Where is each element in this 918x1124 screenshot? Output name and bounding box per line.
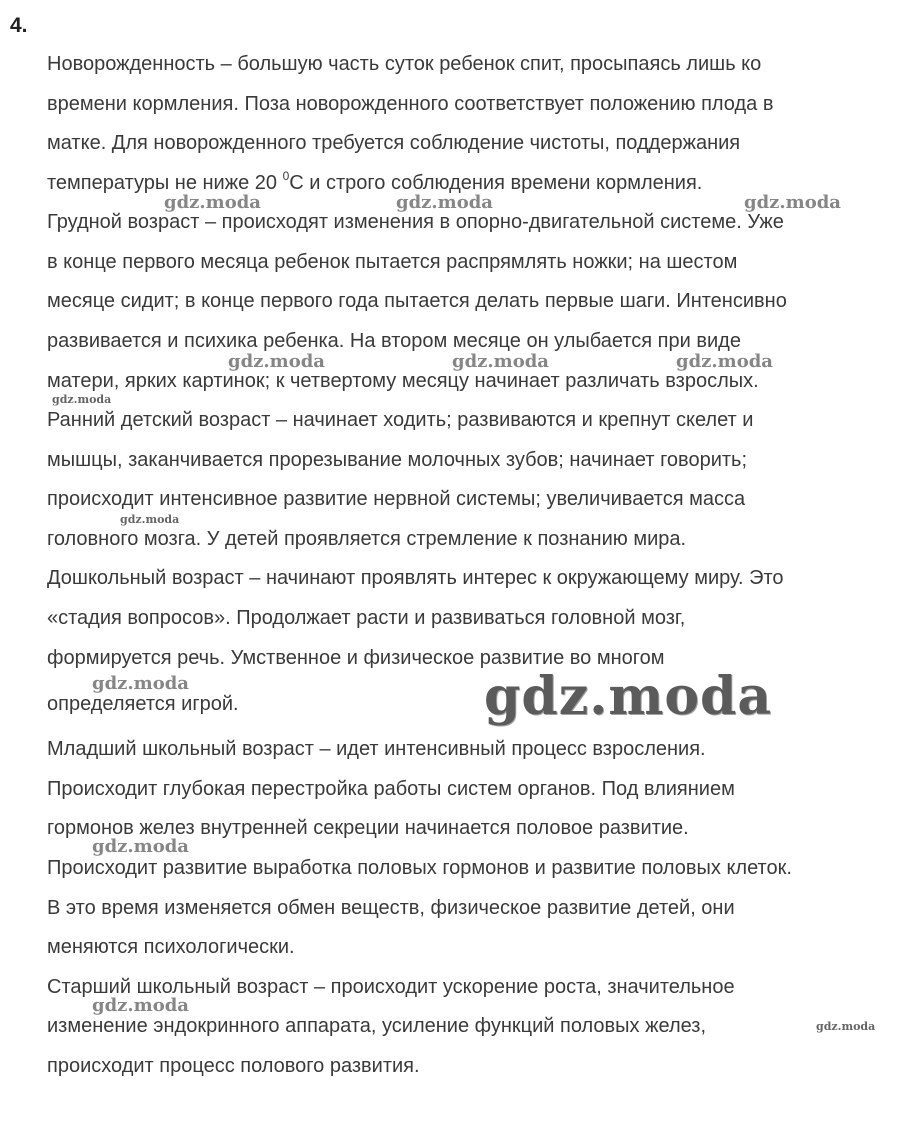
watermark: gdz.moda — [396, 192, 493, 213]
text-line: развивается и психика ребенка. На втором месяце он улыбается при виде — [47, 330, 741, 352]
text-line: происходит процесс полового развития. — [47, 1055, 420, 1077]
text-line: меняются психологически. — [47, 936, 295, 958]
text-line: Происходит глубокая перестройка работы систем органов. Под влиянием — [47, 778, 735, 800]
degree-superscript: 0 — [282, 169, 290, 183]
watermark: gdz.moda — [120, 513, 180, 526]
watermark: gdz.moda — [816, 1020, 876, 1033]
text-line: времени кормления. Поза новорожденного соответствует положению плода в — [47, 93, 774, 115]
text-line: мышцы, заканчивается прорезывание молочных зубов; начинает говорить; — [47, 449, 747, 471]
text-line: Дошкольный возраст – начинают проявлять интерес к окружающему миру. Это — [47, 567, 784, 589]
watermark: gdz.moda — [92, 673, 189, 694]
text-line: гормонов желез внутренней секреции начинается половое развитие. — [47, 817, 689, 839]
watermark: gdz.moda — [676, 351, 773, 372]
watermark: gdz.moda — [744, 192, 841, 213]
text-line: «стадия вопросов». Продолжает расти и развиваться головной мозг, — [47, 607, 686, 629]
text-line: Младший школьный возраст – идет интенсивный процесс взросления. — [47, 738, 706, 760]
text-line — [47, 171, 702, 195]
text-line: Новорожденность – большую часть суток ребенок спит, просыпаясь лишь ко — [47, 53, 762, 75]
watermark: gdz.moda — [228, 351, 325, 372]
text-line: головного мозга. У детей проявляется стремление к познанию мира. — [47, 528, 687, 550]
text-fragment: С и строго соблюдения времени кормления. — [289, 172, 703, 194]
watermark-large: gdz.moda — [484, 666, 773, 727]
text-line: Происходит развитие выработка половых гормонов и развитие половых клеток. — [47, 857, 792, 879]
watermark: gdz.moda — [92, 836, 189, 857]
watermark: gdz.moda — [164, 192, 261, 213]
watermark: gdz.moda — [52, 393, 112, 406]
text-fragment: температуры не ниже 20 — [47, 172, 283, 194]
watermark: gdz.moda — [452, 351, 549, 372]
text-line: В это время изменяется обмен веществ, физическое развитие детей, они — [47, 897, 735, 919]
task-number: 4. — [10, 14, 28, 37]
text-line: матери, ярких картинок; к четвертому месяцу начинает различать взрослых. — [47, 370, 759, 392]
text-line: Ранний детский возраст – начинает ходить; развиваются и крепнут скелет и — [47, 409, 754, 431]
text-line: определяется игрой. — [47, 693, 239, 715]
text-line: формируется речь. Умственное и физическое развитие во многом — [47, 647, 665, 669]
watermark: gdz.moda — [92, 995, 189, 1016]
text-line: происходит интенсивное развитие нервной системы; увеличивается масса — [47, 488, 746, 510]
text-line: месяце сидит; в конце первого года пытается делать первые шаги. Интенсивно — [47, 290, 787, 312]
text-line: матке. Для новорожденного требуется соблюдение чистоты, поддержания — [47, 132, 741, 154]
text-line: изменение эндокринного аппарата, усиление функций половых желез, — [47, 1015, 707, 1037]
text-line: Грудной возраст – происходят изменения в опорно-двигательной системе. Уже — [47, 211, 784, 233]
text-line: в конце первого месяца ребенок пытается распрямлять ножки; на шестом — [47, 251, 738, 273]
text-line: Старший школьный возраст – происходит ускорение роста, значительное — [47, 976, 735, 998]
